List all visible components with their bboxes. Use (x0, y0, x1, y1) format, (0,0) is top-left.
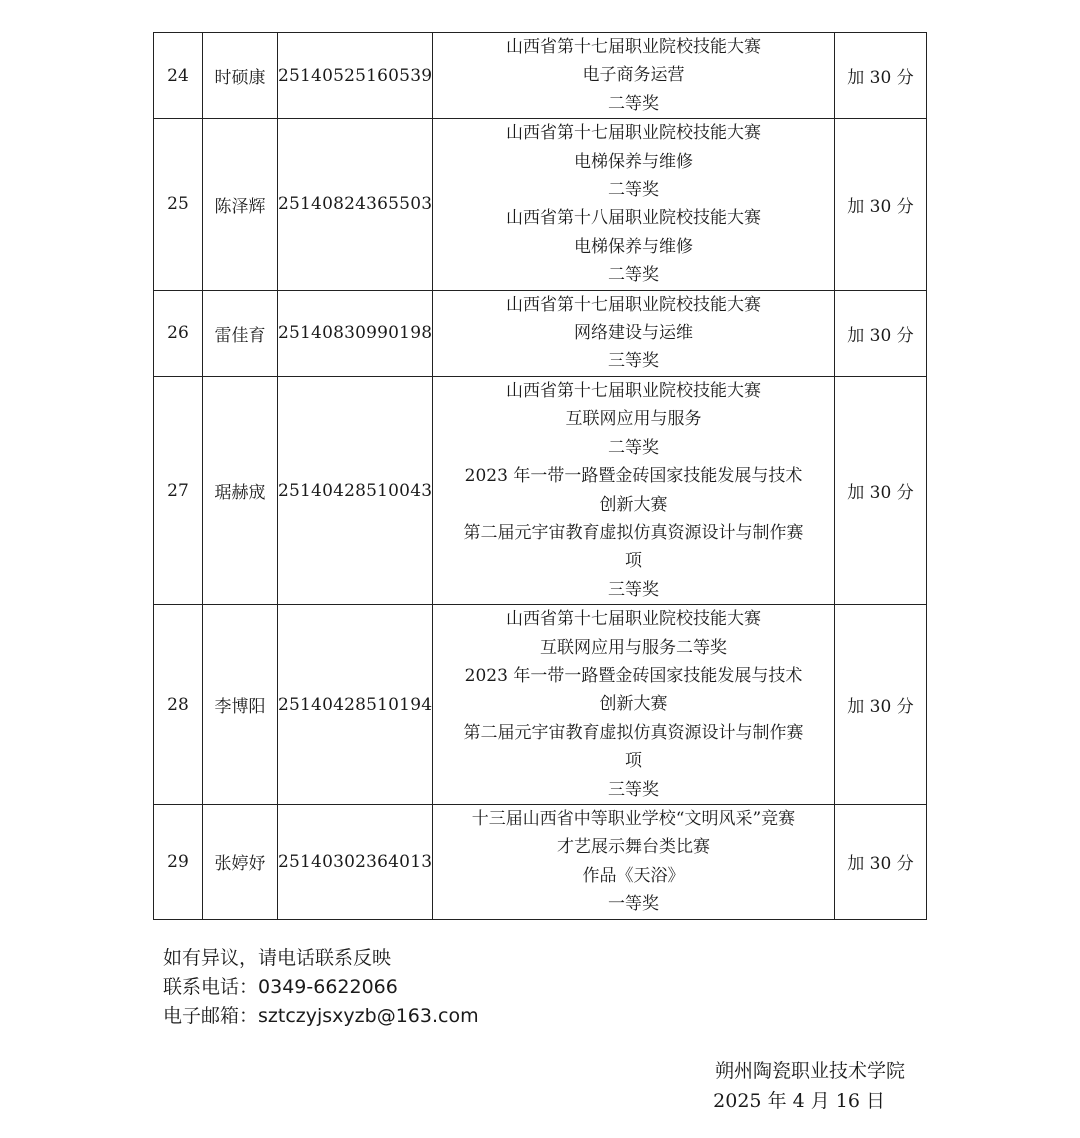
email-address: sztczyjsxyzb@163.com (258, 1005, 479, 1027)
objection-note: 如有异议，请电话联系反映 (163, 947, 392, 969)
award-line: 作品《天浴》 (582, 865, 685, 886)
student-id: 25140428510043 (278, 376, 433, 604)
table-row (154, 290, 927, 376)
award-line: 电梯保养与维修 (574, 236, 693, 257)
student-id: 25140824365503 (278, 119, 433, 290)
student-name: 雷佳育 (203, 290, 278, 376)
award-line: 二等奖 (608, 265, 659, 286)
award-line: 第二届元宇宙教育虚拟仿真资源设计与制作赛 (463, 522, 804, 543)
email-label: 电子邮箱： (163, 1005, 259, 1027)
email-line (163, 1002, 479, 1031)
award-line: 山西省第十七届职业院校技能大赛 (506, 380, 761, 401)
issue-date: 2025 年 4 月 16 日 (713, 1090, 885, 1112)
award-line: 山西省第十八届职业院校技能大赛 (506, 208, 761, 229)
row-number: 29 (154, 804, 203, 919)
award-line: 二等奖 (608, 180, 659, 201)
contact-notes (163, 944, 479, 1031)
award-line: 三等奖 (608, 779, 659, 800)
table-row (154, 33, 927, 119)
award-line: 二等奖 (608, 93, 659, 114)
student-name: 时硕康 (203, 33, 278, 119)
award-line: 二等奖 (608, 437, 659, 458)
award-line: 2023 年一带一路暨金砖国家技能发展与技术 (464, 466, 803, 487)
issuing-organization: 朔州陶瓷职业技术学院 (714, 1060, 905, 1082)
award-details (433, 804, 835, 919)
student-id: 25140302364013 (278, 804, 433, 919)
student-id: 25140428510194 (278, 605, 433, 805)
student-name: 李博阳 (203, 605, 278, 805)
table-row (154, 119, 927, 290)
table-row (154, 605, 927, 805)
bonus-score: 加 30 分 (835, 376, 927, 604)
award-line: 三等奖 (608, 579, 659, 600)
table-row (154, 376, 927, 604)
student-name: 陈泽辉 (203, 119, 278, 290)
bonus-score: 加 30 分 (835, 605, 927, 805)
award-line: 创新大赛 (599, 494, 668, 515)
award-line: 创新大赛 (599, 694, 668, 715)
award-line: 山西省第十七届职业院校技能大赛 (506, 609, 761, 630)
signature-block (640, 1056, 905, 1116)
award-line: 才艺展示舞台类比赛 (557, 837, 710, 858)
bonus-score: 加 30 分 (835, 33, 927, 119)
award-line: 电梯保养与维修 (574, 151, 693, 172)
phone-line (163, 973, 479, 1002)
bonus-score: 加 30 分 (835, 290, 927, 376)
student-name: 张婷妤 (203, 804, 278, 919)
bonus-score: 加 30 分 (835, 119, 927, 290)
award-details (433, 33, 835, 119)
award-line: 山西省第十七届职业院校技能大赛 (506, 37, 761, 57)
table-row (154, 804, 927, 919)
student-id: 25140525160539 (278, 33, 433, 119)
award-line: 山西省第十七届职业院校技能大赛 (506, 294, 761, 315)
award-line: 项 (625, 751, 642, 772)
award-line: 电子商务运营 (582, 65, 685, 86)
student-id: 25140830990198 (278, 290, 433, 376)
award-line: 互联网应用与服务二等奖 (540, 637, 727, 658)
phone-label: 联系电话： (163, 976, 259, 998)
award-line: 三等奖 (608, 351, 659, 372)
award-line: 一等奖 (608, 894, 659, 915)
award-line: 山西省第十七届职业院校技能大赛 (506, 123, 761, 144)
award-line: 2023 年一带一路暨金砖国家技能发展与技术 (464, 665, 803, 686)
award-details (433, 376, 835, 604)
award-line: 网络建设与运维 (574, 323, 693, 344)
award-line: 互联网应用与服务 (565, 409, 702, 430)
results-table-body (154, 33, 927, 920)
award-line: 十三届山西省中等职业学校“文明风采”竞赛 (471, 808, 796, 829)
award-details (433, 605, 835, 805)
phone-number: 0349-6622066 (258, 976, 398, 998)
row-number: 27 (154, 376, 203, 604)
results-table (153, 32, 927, 920)
row-number: 25 (154, 119, 203, 290)
award-details (433, 290, 835, 376)
student-name: 琚赫宬 (203, 376, 278, 604)
row-number: 24 (154, 33, 203, 119)
award-line: 项 (625, 551, 642, 572)
row-number: 28 (154, 605, 203, 805)
row-number: 26 (154, 290, 203, 376)
award-line: 第二届元宇宙教育虚拟仿真资源设计与制作赛 (463, 722, 804, 743)
bonus-score: 加 30 分 (835, 804, 927, 919)
award-details (433, 119, 835, 290)
